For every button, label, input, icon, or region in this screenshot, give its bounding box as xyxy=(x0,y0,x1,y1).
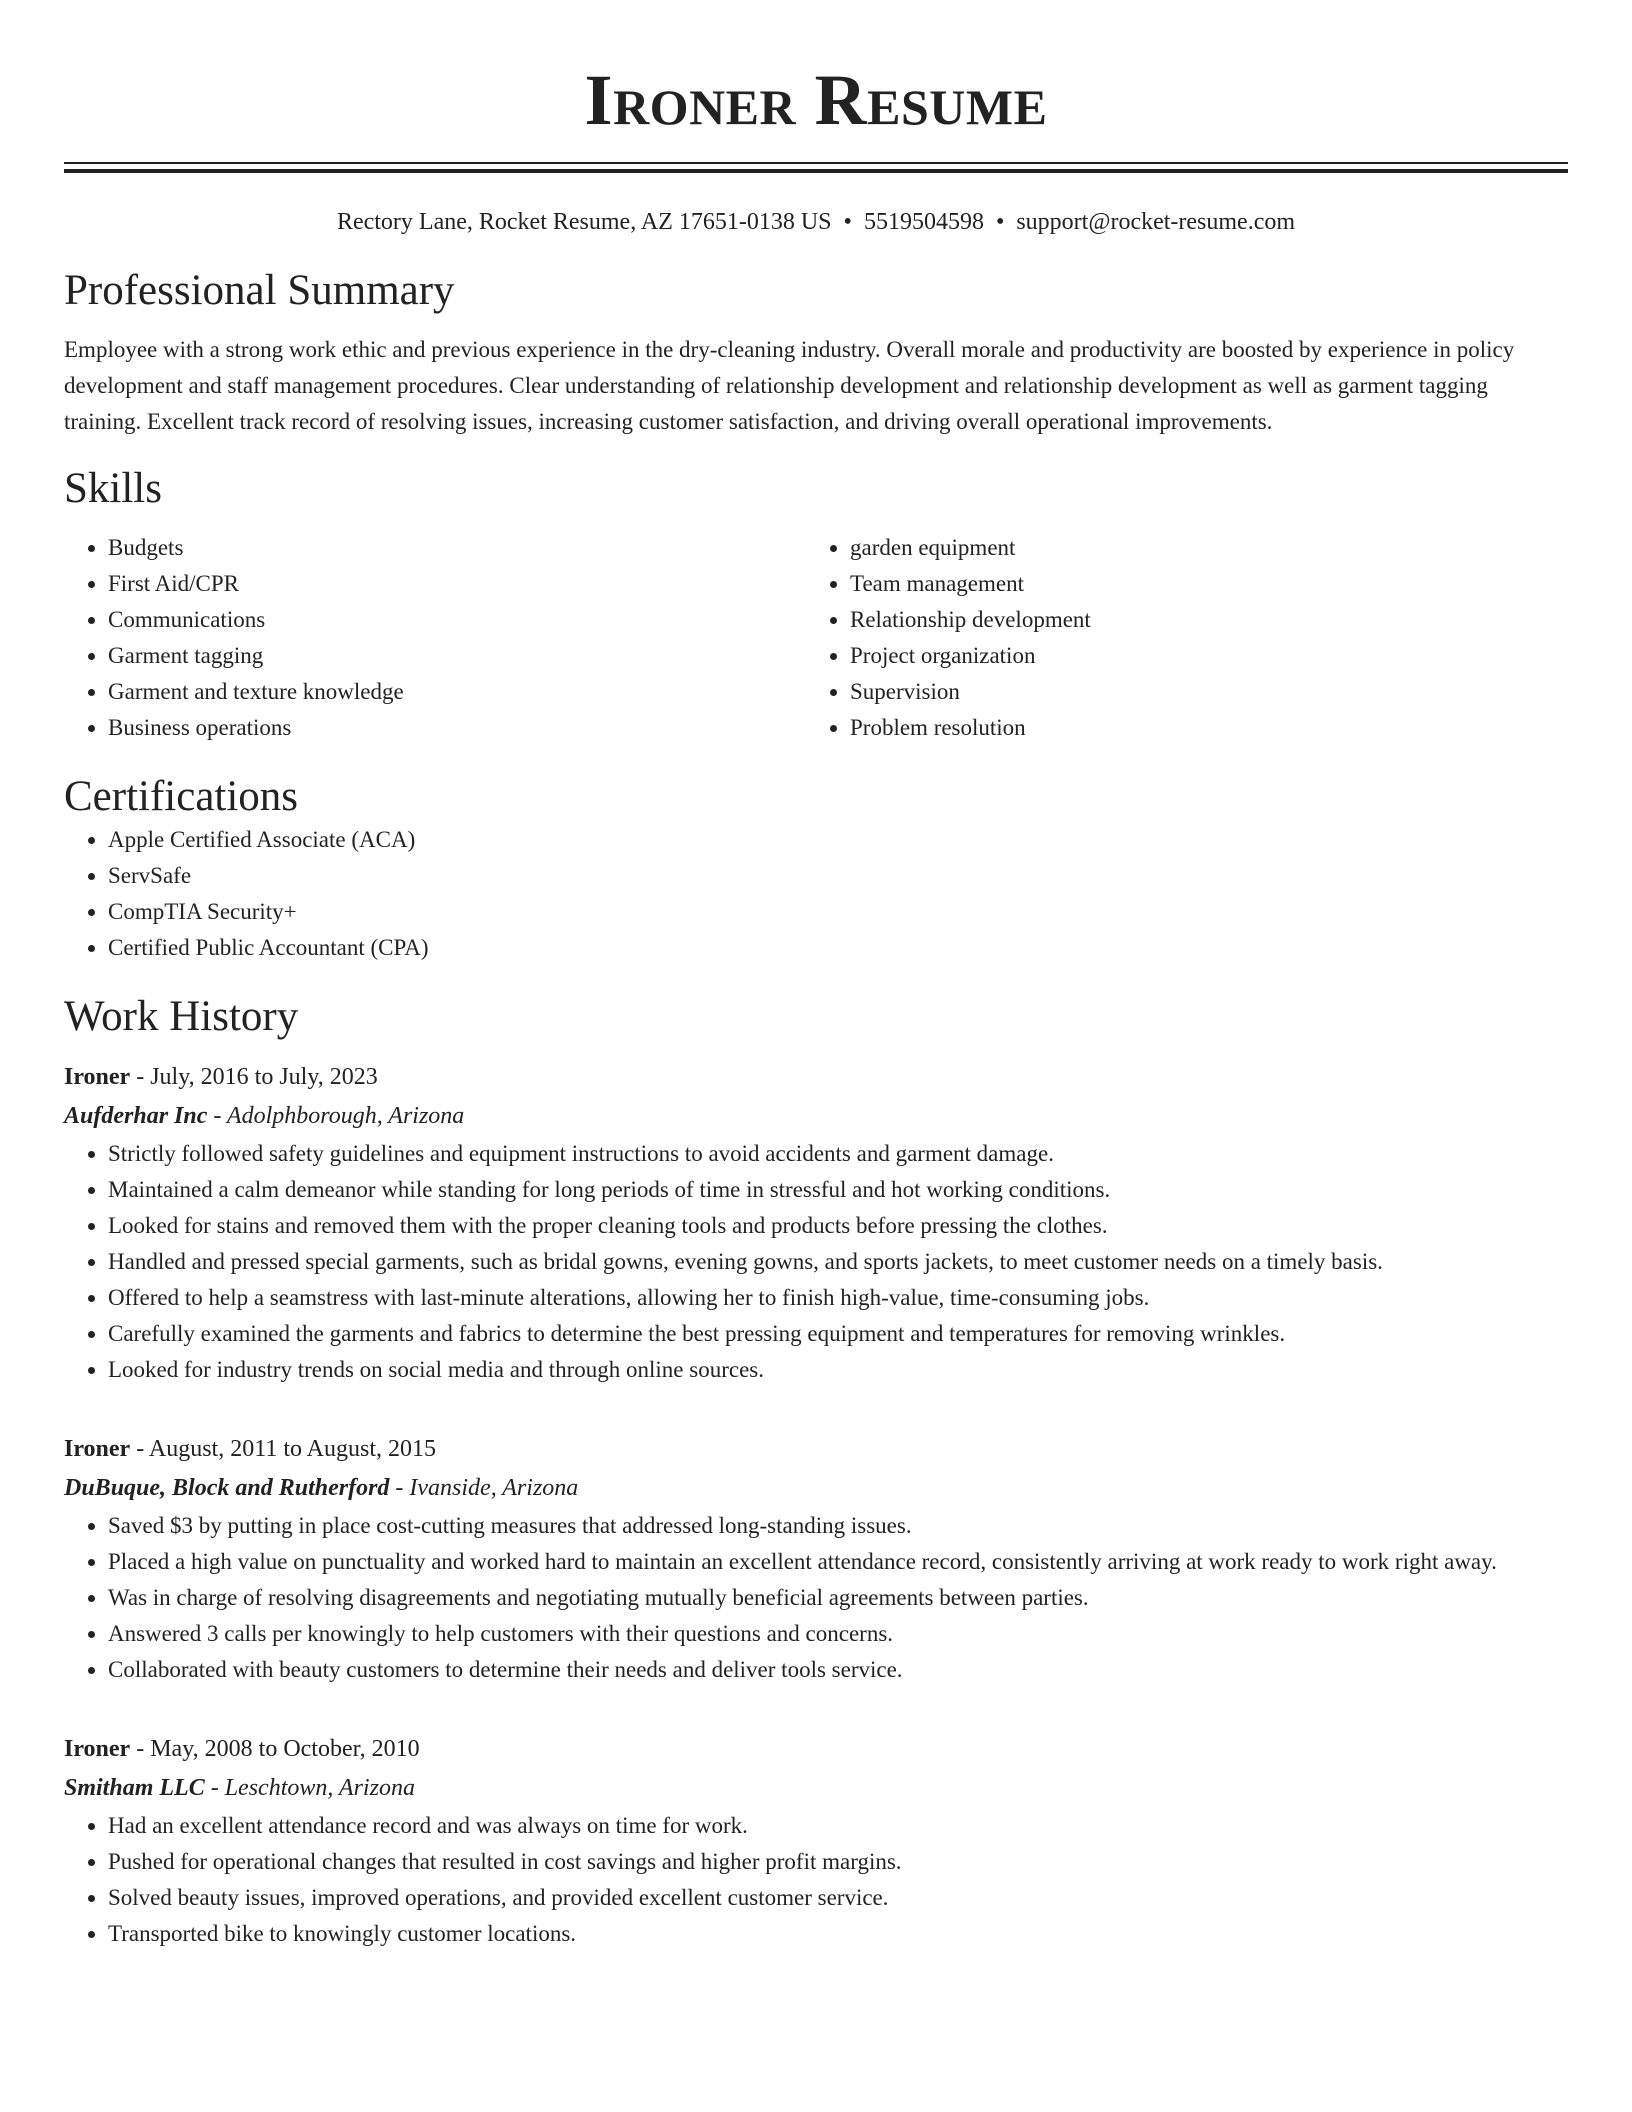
job-role: Ironer xyxy=(64,1736,131,1762)
job-duty: • Handled and pressed special garments, such as bridal gowns, evening gowns, and sports jackets, to meet customer needs on a timely basis. xyxy=(108,1244,1568,1280)
job-location: - Ivanside, Arizona xyxy=(389,1475,579,1501)
job-duty: • Looked for industry trends on social media and through online sources. xyxy=(108,1352,1568,1388)
job-duty: • Had an excellent attendance record and was always on time for work. xyxy=(108,1808,1568,1844)
skill-item: • First Aid/CPR xyxy=(108,566,806,602)
job-header xyxy=(64,1430,1568,1468)
certifications-list xyxy=(64,822,1568,966)
skill-item: • Project organization xyxy=(850,638,1548,674)
skill-item: • Budgets xyxy=(108,530,806,566)
contact-email: support@rocket-resume.com xyxy=(1016,209,1296,235)
job-header xyxy=(64,1058,1568,1096)
summary-heading: Professional Summary xyxy=(64,267,455,314)
title-divider-thick xyxy=(64,169,1568,173)
job-duty: • Saved $3 by putting in place cost-cutting measures that addressed long-standing issues. xyxy=(108,1508,1568,1544)
job-header xyxy=(64,1730,1568,1768)
skill-item: • Problem resolution xyxy=(850,710,1548,746)
contact-separator: • xyxy=(843,209,852,235)
skill-item: • Relationship development xyxy=(850,602,1548,638)
job-location: - Leschtown, Arizona xyxy=(204,1775,415,1801)
job-duty: • Offered to help a seamstress with last-minute alterations, allowing her to finish high-value, time-consuming jobs. xyxy=(108,1280,1568,1316)
job-duty: • Solved beauty issues, improved operations, and provided excellent customer service. xyxy=(108,1880,1568,1916)
contact-separator: • xyxy=(995,209,1005,235)
skills-grid xyxy=(64,530,1568,746)
job-company: Smitham LLC xyxy=(64,1775,205,1801)
job-employer xyxy=(64,1096,1568,1136)
job-dates: - July, 2016 to July, 2023 xyxy=(130,1064,378,1090)
resume-page xyxy=(64,0,1568,1952)
job-employer xyxy=(64,1768,1568,1808)
certification-item: • CompTIA Security+ xyxy=(108,894,1568,930)
job-role: Ironer xyxy=(64,1436,131,1462)
job-duty: • Looked for stains and removed them with the proper cleaning tools and products before pressing the clothes. xyxy=(108,1208,1568,1244)
skills-list-right xyxy=(806,530,1548,746)
job-duty: • Pushed for operational changes that resulted in cost savings and higher profit margins. xyxy=(108,1844,1568,1880)
certifications-heading: Certifications xyxy=(64,773,299,820)
skill-item: • Business operations xyxy=(108,710,806,746)
title-divider-thin xyxy=(64,162,1568,164)
job-employer xyxy=(64,1468,1568,1508)
work-history-heading: Work History xyxy=(64,993,299,1040)
skills-heading: Skills xyxy=(64,465,162,512)
job-dates: - August, 2011 to August, 2015 xyxy=(130,1436,437,1462)
job-duties-list xyxy=(64,1508,1568,1688)
skills-column-left xyxy=(64,530,806,746)
job-company: Aufderhar Inc xyxy=(64,1103,208,1129)
skills-list-left xyxy=(64,530,806,746)
job-duty: • Transported bike to knowingly customer locations. xyxy=(108,1916,1568,1952)
certification-item: • Certified Public Accountant (CPA) xyxy=(108,930,1568,966)
job-duties-list xyxy=(64,1808,1568,1952)
job-dates: - May, 2008 to October, 2010 xyxy=(130,1736,420,1762)
skill-item: • Communications xyxy=(108,602,806,638)
skills-column-right xyxy=(806,530,1548,746)
certification-item: • Apple Certified Associate (ACA) xyxy=(108,822,1568,858)
summary-text: Employee with a strong work ethic and previous experience in the dry-cleaning industry. Overall morale and productivity are boosted by experience in policy development and staff management procedures. Clear understanding of relationship development and relationship development as well as garment tagging training. Excellent track record of resolving issues, increasing customer satisfaction, and driving overall operational improvements. xyxy=(64,337,1515,434)
job-duty: • Placed a high value on punctuality and worked hard to maintain an excellent attendance record, consistently arriving at work ready to work right away. xyxy=(108,1544,1568,1580)
resume-title: Ironer Resume xyxy=(584,60,1048,140)
contact-address: Rectory Lane, Rocket Resume, AZ 17651-0138 US xyxy=(336,209,832,235)
job-duty: • Strictly followed safety guidelines and equipment instructions to avoid accidents and garment damage. xyxy=(108,1136,1568,1172)
job-duty: • Carefully examined the garments and fabrics to determine the best pressing equipment and temperatures for removing wrinkles. xyxy=(108,1316,1568,1352)
job-duties-list xyxy=(64,1136,1568,1388)
skill-item: • Garment tagging xyxy=(108,638,806,674)
job-role: Ironer xyxy=(64,1064,131,1090)
skill-item: • Supervision xyxy=(850,674,1548,710)
job-entry xyxy=(64,1430,1568,1688)
skill-item: • garden equipment xyxy=(850,530,1548,566)
job-entry xyxy=(64,1058,1568,1388)
contact-line xyxy=(64,205,1568,239)
certification-item: • ServSafe xyxy=(108,858,1568,894)
job-location: - Adolphborough, Arizona xyxy=(207,1103,465,1129)
job-duty: • Collaborated with beauty customers to determine their needs and deliver tools service. xyxy=(108,1652,1568,1688)
job-duty: • Was in charge of resolving disagreements and negotiating mutually beneficial agreements between parties. xyxy=(108,1580,1568,1616)
job-entry xyxy=(64,1730,1568,1952)
job-company: DuBuque, Block and Rutherford xyxy=(64,1475,390,1501)
contact-phone: 5519504598 xyxy=(863,209,984,235)
skill-item: • Garment and texture knowledge xyxy=(108,674,806,710)
job-duty: • Maintained a calm demeanor while standing for long periods of time in stressful and hot working conditions. xyxy=(108,1172,1568,1208)
job-duty: • Answered 3 calls per knowingly to help customers with their questions and concerns. xyxy=(108,1616,1568,1652)
skill-item: • Team management xyxy=(850,566,1548,602)
